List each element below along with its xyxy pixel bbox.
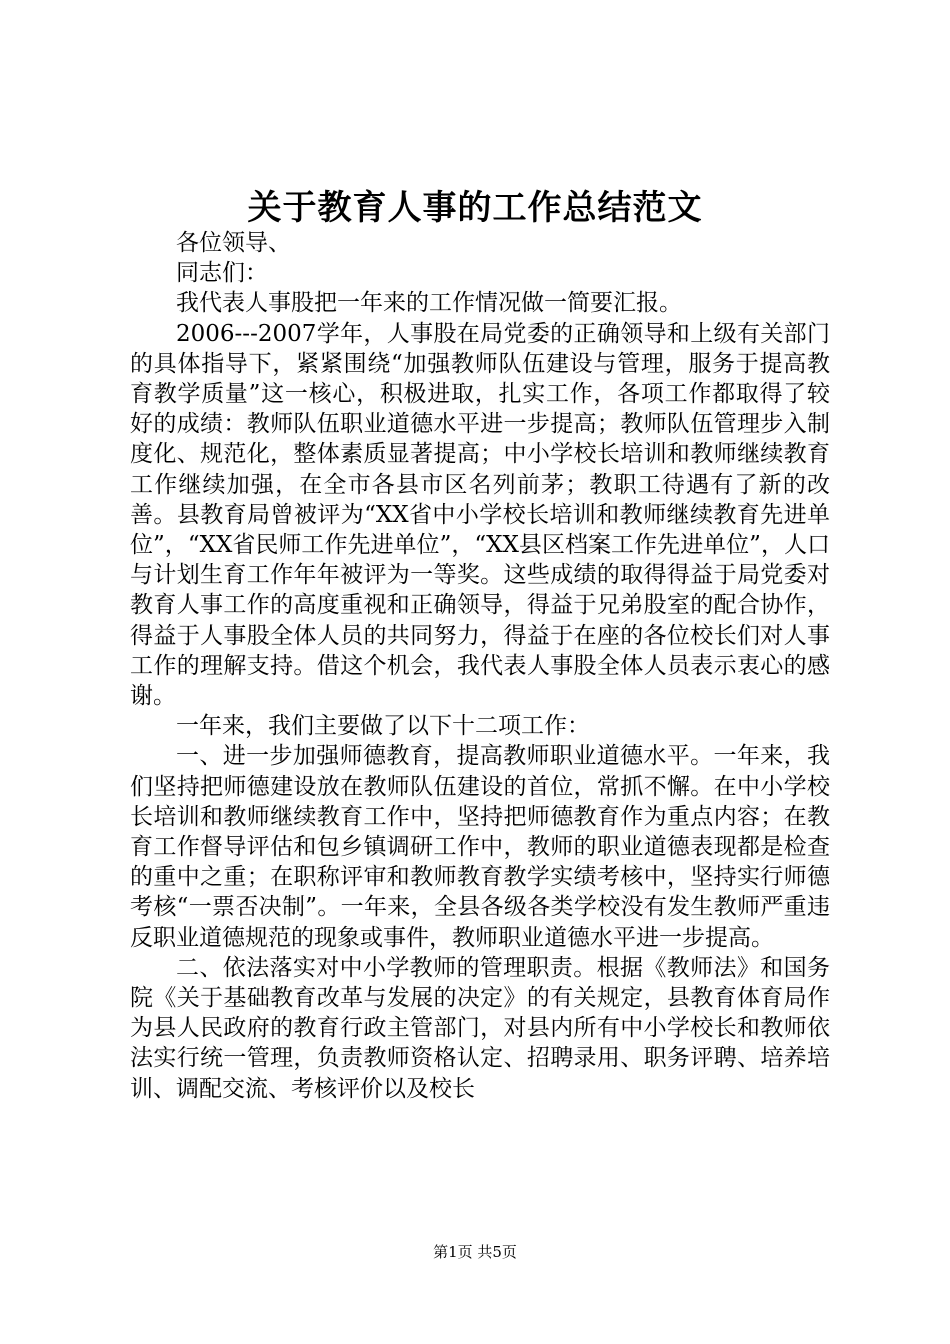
page-number-footer: 第1页 共5页 — [433, 1243, 517, 1261]
work-item-1-paragraph: 一、进一步加强师德教育，提高教师职业道德水平。一年来，我们坚持把师德建设放在教师队伍建设的首位，常抓不懈。在中小学校长培训和教师继续教育工作中，坚持把师德教育作为重点内容；在教育工作督导评估和包乡镇调研工作中，教师的职业道德表现都是检查的重中之重；在职称评审和教师教育教学实绩考核中，坚持实行师德考核“一票否决制”。一年来，全县各级各类学校没有发生教师严重违反职业道德规范的现象或事件，教师职业道德水平进一步提高。 — [130, 743, 830, 951]
greeting-line-2: 同志们： — [176, 260, 268, 287]
work-item-2-paragraph: 二、依法落实对中小学教师的管理职责。根据《教师法》和国务院《关于基础教育改革与发展的决定》的有关规定，县教育体育局作为县人民政府的教育行政主管部门，对县内所有中小学校长和教师依法实行统一管理，负责教师资格认定、招聘录用、职务评聘、培养培训、调配交流、考核评价以及校长 — [130, 954, 830, 1102]
document-title: 关于教育人事的工作总结范文 — [247, 188, 703, 228]
work-items-intro: 一年来，我们主要做了以下十二项工作： — [176, 713, 590, 740]
summary-paragraph: 2006---2007学年，人事股在局党委的正确领导和上级有关部门的具体指导下，紧紧围绕“加强教师队伍建设与管理，服务于提高教育教学质量”这一核心，积极进取，扎实工作，各项工作都取得了较好的成绩：教师队伍职业道德水平进一步提高；教师队伍管理步入制度化、规范化，整体素质显著提高；中小学校长培训和教师继续教育工作继续加强，在全市各县市区名列前茅；教职工待遇有了新的改善。县教育局曾被评为“XX省中小学校长培训和教师继续教育先进单位”，“XX省民师工作先进单位”，“XX县区档案工作先进单位”，人口与计划生育工作年年被评为一等奖。这些成绩的取得得益于局党委对教育人事工作的高度重视和正确领导，得益于兄弟股室的配合协作，得益于人事股全体人员的共同努力，得益于在座的各位校长们对人事工作的理解支持。借这个机会，我代表人事股全体人员表示衷心的感谢。 — [130, 320, 830, 710]
document-body — [130, 228, 830, 1104]
greeting-line-1: 各位领导、 — [176, 230, 291, 256]
intro-paragraph: 我代表人事股把一年来的工作情况做一简要汇报。 — [176, 290, 682, 317]
